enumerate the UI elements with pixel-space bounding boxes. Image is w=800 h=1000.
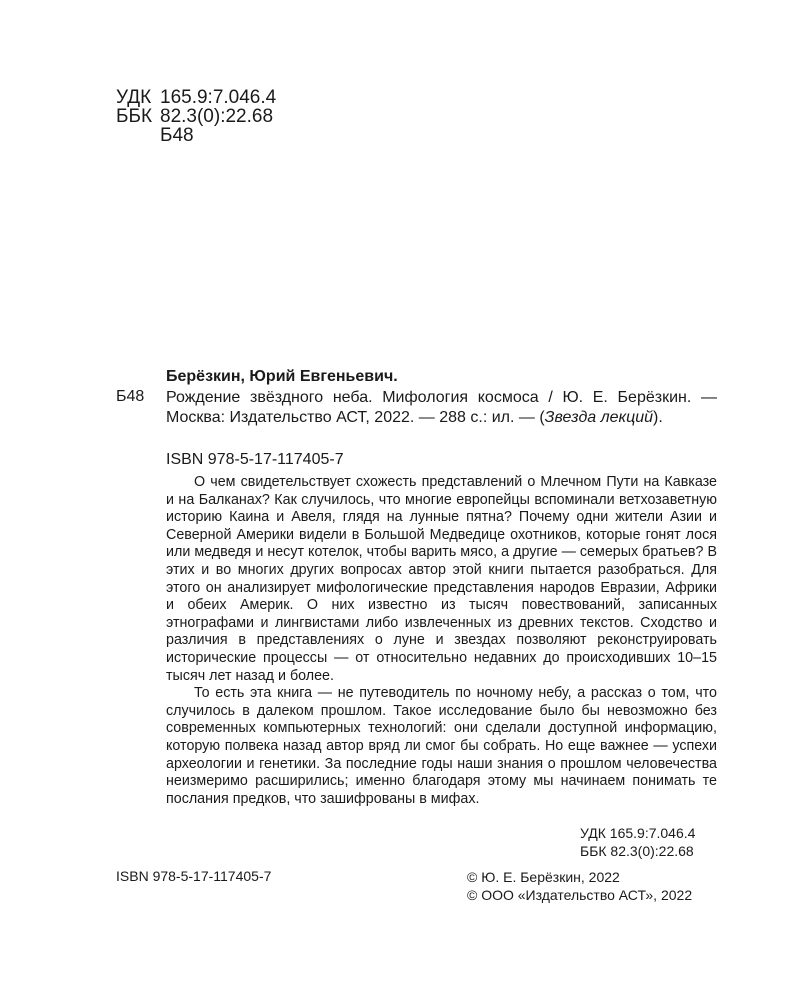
copyright-author: © Ю. Е. Берёзкин, 2022 xyxy=(467,869,620,885)
series-close: ). xyxy=(653,409,663,426)
author-heading: Берёзкин, Юрий Евгеньевич. xyxy=(166,368,398,385)
entry-isbn: ISBN 978-5-17-117405-7 xyxy=(166,451,344,468)
cutter-code: Б48 xyxy=(160,125,194,146)
footer-isbn: ISBN 978-5-17-117405-7 xyxy=(116,868,272,884)
udk-label: УДК xyxy=(116,87,152,108)
annotation-paragraph: О чем свидетельствует схожесть представлений о Млечном Пути на Кавказе и на Балканах? Как случилось, что многие европейцы вспоминали ветхозаветную историю Каина и Авеля, глядя на лунные пятна? Почему одни жители Азии и Северной Америки видели в Большой Медведице охотников, которые гонят лося или медведя и несут котелок, чтобы варить мясо, а другие — семерых братьев? В этих и во многих других вопросах автор этой книги пытается разобраться. Для этого он анализирует мифологические представления народов Евразии, Африки и обеих Америк. О них известно из тысяч повествований, записанных этнографами и лингвистами либо извлеченных из древних текстов. Сходство и различия в представлениях о луне и звездах позволяют реконструировать исторические процессы — от относительно недавних до происходивших 10–15 тысяч лет назад и более. xyxy=(166,474,717,684)
annotation-udk: УДК 165.9:7.046.4 xyxy=(580,825,696,841)
copyright-publisher: © ООО «Издательство АСТ», 2022 xyxy=(467,887,693,903)
annotation-codes xyxy=(580,825,695,860)
series-name: Звезда лекций xyxy=(544,409,654,426)
annotation xyxy=(166,474,717,808)
annotation-bbk: ББК 82.3(0):22.68 xyxy=(580,842,694,859)
classification-codes xyxy=(116,88,276,145)
annotation-paragraph: То есть эта книга — не путеводитель по ночному небу, а рассказ о том, что случилось в далеком прошлом. Такое исследование было бы невозможно без современных компьютерных технологий: они сделали доступной информацию, которую полвека назад автор вряд ли смог бы собрать. Но еще важнее — успехи археологии и генетики. За последние годы наши знания о прошлом человечества неизмеримо расширились; именно благодаря этому мы начинаем понимать те послания предков, что зашифрованы в мифах. xyxy=(166,685,717,807)
bbk-label: ББК xyxy=(116,106,153,127)
bibliographic-description xyxy=(166,388,717,428)
udk-value: 165.9:7.046.4 xyxy=(160,87,277,108)
bbk-value: 82.3(0):22.68 xyxy=(160,106,274,127)
bbk-row xyxy=(116,107,276,126)
book-title: Рождение звёздного неба. Мифология космоса / Ю. Е. Берёзкин. — Москва: Издательство АСТ, 2022. — 288 с.: ил. — ( xyxy=(166,389,717,426)
cutter-row xyxy=(116,126,276,145)
udk-row xyxy=(116,88,276,107)
copyright-block xyxy=(467,868,692,904)
entry-cutter: Б48 xyxy=(116,388,145,405)
